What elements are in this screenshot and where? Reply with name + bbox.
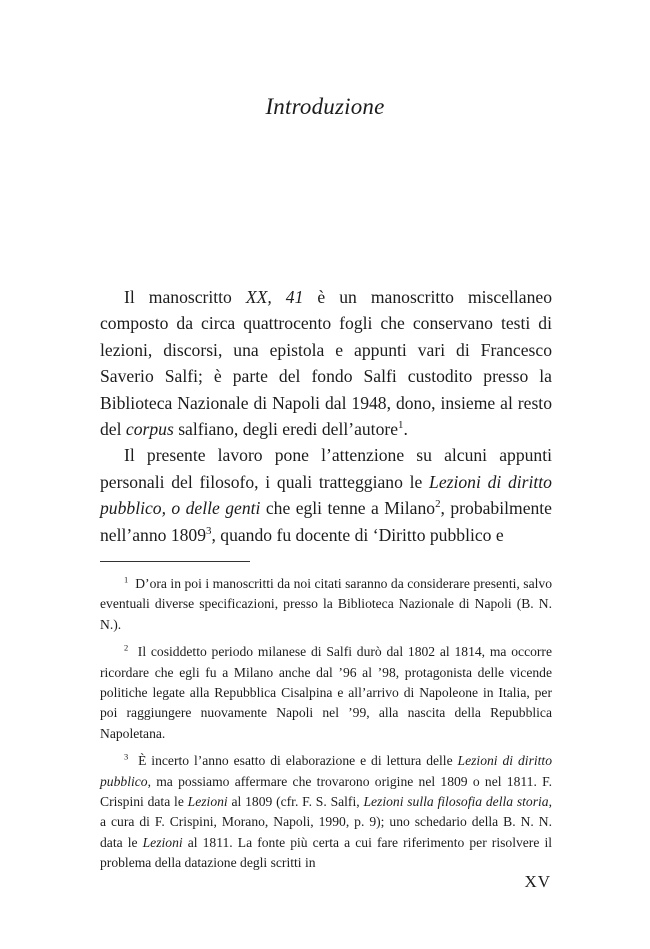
footnote-ref-1: 1	[398, 419, 404, 432]
footnote-1: $^1$ D’ora in poi i manoscritti da noi citati saranno da considerare presenti, salvo eventuali diverse specificazioni, presso la Biblioteca Nazionale di Napoli (B. N. N.).	[100, 574, 552, 632]
paragraph-2: Il presente lavoro pone l’attenzione su alcuni appunti personali del filosofo, i quali tratteggiano le Lezioni di diritto pubblico, o delle genti che egli tenne a Milano$^2$, probabilmente nell’anno 1809$^3$, quando fu docente di ‘Diritto pubblico e	[100, 445, 552, 545]
chapter-title: Introduzione	[265, 94, 385, 119]
footnote-number: 2	[124, 642, 129, 653]
paragraph-1: Il manoscritto XX, 41 è un manoscritto miscellaneo composto da circa quattrocento fogli che conservano testi di lezioni, discorsi, una epistola e appunti vari di Francesco Saverio Salfi; è parte del fondo Salfi custodito presso la Biblioteca Nazionale di Napoli dal 1948, dono, insieme al resto del corpus salfiano, degli eredi dell’autore$^1$.	[100, 287, 552, 440]
footnote-ref-2: 2	[435, 498, 441, 511]
footnotes	[100, 574, 552, 881]
footnote-ref-3: 3	[206, 524, 212, 537]
footnote-divider	[100, 561, 250, 562]
lecture-title: Lezioni di diritto pubblico, o delle genti	[100, 471, 552, 519]
page-number: XV	[524, 872, 551, 891]
footnote-number: 3	[124, 751, 129, 762]
footnote-2: $^2$ Il cosiddetto periodo milanese di Salfi durò dal 1802 al 1814, ma occorre ricordare che egli fu a Milano anche dal ’96 al ’98, protagonista delle vicende politiche legate alla Repubblica Cisalpina e all’arrivo di Napoleone in Italia, per poi raggiungere nuovamente Napoli nel ’99, alla nascita della Repubblica Napoletana.	[100, 642, 552, 741]
footnote-number: 1	[124, 574, 129, 585]
footnote-3: $^3$ È incerto l’anno esatto di elaborazione e di lettura delle Lezioni di diritto pubblico, ma possiamo affermare che trovarono origine nel 1809 o nel 1811. F. Crispini data le Lezioni al 1809 (cfr. F. S. Salfi, Lezioni sulla filosofia della storia, a cura di F. Crispini, Morano, Napoli, 1990, p. 9); uno schedario della B. N. N. data le Lezioni al 1811. La fonte più certa a cui fare riferimento per risolvere il problema della datazione degli scritti in	[100, 751, 553, 871]
manuscript-id: XX, 41	[245, 287, 304, 307]
main-text	[100, 284, 552, 548]
